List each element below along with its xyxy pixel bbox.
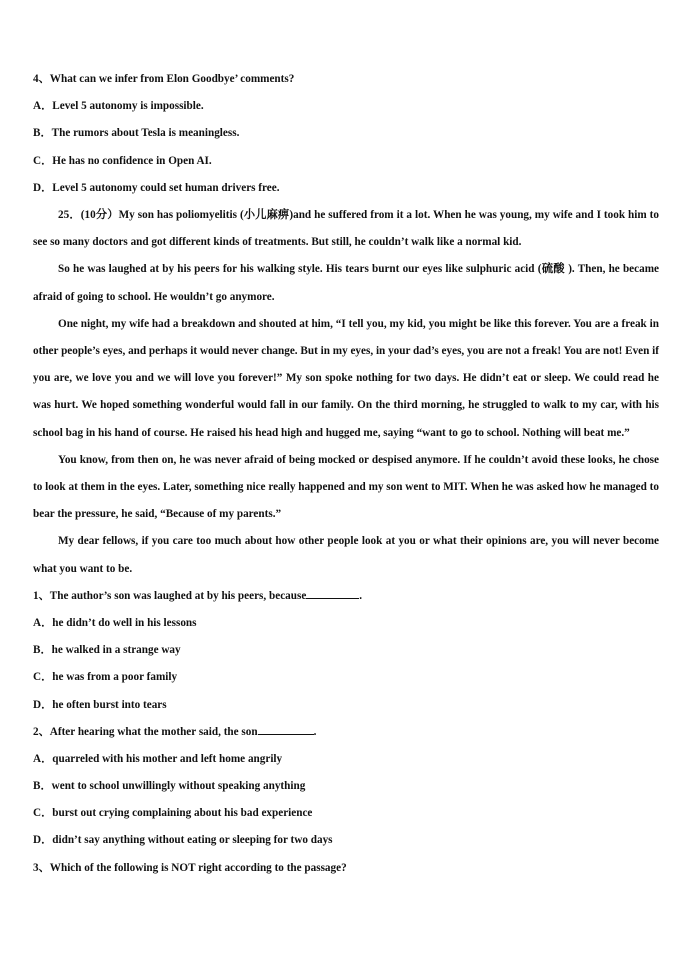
option-c: C．He has no confidence in Open AI. <box>33 154 212 167</box>
question-stem-text: 2、After hearing what the mother said, the son <box>33 725 258 738</box>
passage-paragraph: My dear fellows, if you care too much about how other people look at you or what their opinions are, you will never become what you want to be. <box>33 535 659 575</box>
option-b: B．he walked in a strange way <box>33 644 181 657</box>
question-stem-end: . <box>359 589 363 602</box>
question-stem: 3、Which of the following is NOT right according to the passage? <box>33 861 347 874</box>
passage-paragraph: So he was laughed at by his peers for his walking style. His tears burnt our eyes like sulphuric acid (硫酸 ). Then, he became afraid of going to school. He wouldn’t go anymore. <box>33 263 659 303</box>
option-a: A．he didn’t do well in his lessons <box>33 616 197 629</box>
question-stem-text: 1、The author’s son was laughed at by his peers, because <box>33 589 307 602</box>
question-stem <box>33 583 659 610</box>
option-a: A．quarreled with his mother and left home angrily <box>33 752 283 765</box>
document-page <box>33 66 659 882</box>
option-b: B．went to school unwillingly without speaking anything <box>33 780 306 793</box>
passage-paragraph: You know, from then on, he was never afraid of being mocked or despised anymore. If he couldn’t avoid these looks, he chose to look at them in the eyes. Later, something nice really happened and my son went to MIT. When he was asked how he managed to bear the pressure, he said, “Because of my parents.” <box>33 453 659 521</box>
question-stem: 4、What can we infer from Elon Goodbye’ comments? <box>33 73 295 85</box>
question-stem-end: . <box>313 725 317 738</box>
passage-paragraph: One night, my wife had a breakdown and shouted at him, “I tell you, my kid, you might be like this forever. You are a freak in other people’s eyes, and perhaps it would never change. But in my eyes, in your dad’s eyes, you are not a freak! You are not! Even if you are, we love you and we will love you forever!” My son spoke nothing for two days. He didn’t eat or sleep. We could read he was hurt. We hoped something wonderful would fall in our family. On the third morning, he struggled to walk to my car, with his school bag in his hand of course. He raised his head high and hugged me, saying “want to go to school. Nothing will beat me.” <box>33 317 659 439</box>
option-d: D．Level 5 autonomy could set human drivers free. <box>33 181 280 194</box>
option-c: C．he was from a poor family <box>33 671 178 684</box>
option-b: B．The rumors about Tesla is meaningless. <box>33 127 240 140</box>
question-stem <box>33 719 659 746</box>
option-c: C．burst out crying complaining about his bad experience <box>33 807 313 820</box>
option-d: D．didn’t say anything without eating or sleeping for two days <box>33 834 333 847</box>
answer-blank <box>258 722 314 735</box>
option-d: D．he often burst into tears <box>33 698 167 711</box>
answer-blank <box>306 586 359 599</box>
option-a: A．Level 5 autonomy is impossible. <box>33 100 204 113</box>
passage-paragraph: 25．(10分）My son has poliomyelitis (小儿麻痹)and he suffered from it a lot. When he was young, my wife and I took him to see so many doctors and got different kinds of treatments. But still, he couldn’t walk like a normal kid. <box>33 208 659 249</box>
